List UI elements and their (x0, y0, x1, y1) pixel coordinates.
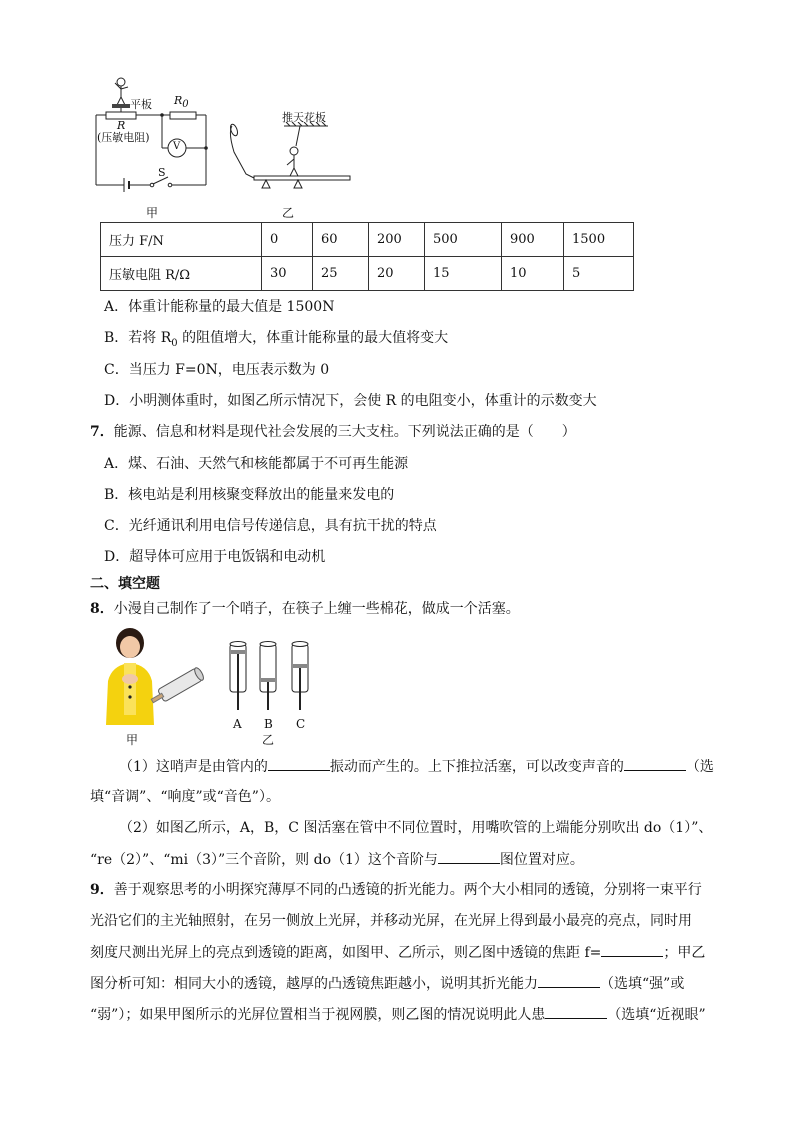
table-cell: 0 (262, 223, 313, 257)
q8-part2-line2: “re（2）”、“mi（3）”三个音阶，则 do（1）这个音阶与 图位置对应。 (90, 849, 584, 870)
q7-stem: 7．能源、信息和材料是现代社会发展的三大支柱。下列说法正确的是（ ） (90, 424, 576, 440)
q8-caption-jia: 甲 (126, 733, 139, 747)
plate-label: 平板 (130, 98, 152, 111)
table-row-header: 压敏电阻 R/Ω (101, 257, 262, 291)
q7-option-b: B．核电站是利用核聚变释放出的能量来发电的 (104, 487, 395, 503)
section-title: 二、填空题 (90, 576, 160, 592)
caption-yi: 乙 (282, 206, 295, 220)
caption-jia: 甲 (146, 206, 159, 220)
table-cell: 500 (425, 223, 502, 257)
q8-part1-line2: 填“音调”、“响度”或“音色”）。 (90, 789, 280, 805)
answer-blank[interactable] (601, 942, 663, 957)
answer-blank[interactable] (438, 849, 500, 864)
table-cell: 15 (425, 257, 502, 291)
table-cell: 1500 (564, 223, 634, 257)
q7-option-c: C．光纤通讯利用电信号传递信息，具有抗干扰的特点 (104, 518, 437, 534)
q8-label-a: A (233, 717, 242, 731)
q8-part1-line1: （1）这哨声是由管内的 振动而产生的。上下推拉活塞，可以改变声音的 （选 (119, 756, 714, 777)
table-cell: 200 (369, 223, 425, 257)
q8-label-c: C (296, 717, 306, 731)
q9-line2: 光沿它们的主光轴照射，在另一侧放上光屏，并移动光屏，在光屏上得到最小最亮的亮点，同时用 (90, 913, 692, 929)
table-cell: 900 (502, 223, 564, 257)
q8-stem: 8．小漫自己制作了一个哨子，在筷子上缠一些棉花，做成一个活塞。 (90, 601, 520, 617)
whistle-pistons-diagram (222, 640, 322, 715)
q6-option-c: C．当压力 F=0N，电压表示数为 0 (104, 362, 330, 378)
r0-label: $R_0$ (174, 94, 189, 111)
switch-label: S (158, 166, 166, 179)
r-label: R (117, 119, 126, 132)
answer-blank[interactable] (538, 973, 600, 988)
q7-option-d: D．超导体可应用于电饭锅和电动机 (104, 549, 326, 565)
q8-caption-yi: 乙 (262, 733, 275, 747)
table-cell: 5 (564, 257, 634, 291)
table-row (101, 223, 634, 257)
q6-option-d: D．小明测体重时，如图乙所示情况下，会使 R 的电阻变小，体重计的示数变大 (104, 393, 597, 409)
q9-line1: 9．善于观察思考的小明探究薄厚不同的凸透镜的折光能力。两个大小相同的透镜，分别将一束平行 (90, 882, 702, 898)
table-row-header: 压力 F/N (101, 223, 262, 257)
table-cell: 20 (369, 257, 425, 291)
q9-line3: 刻度尺测出光屏上的亮点到透镜的距离，如图甲、乙所示，则乙图中透镜的焦距 f= ；甲乙 (90, 942, 705, 963)
q8-label-b: B (264, 717, 273, 731)
pressure-resistance-table (100, 222, 634, 291)
answer-blank[interactable] (545, 1004, 607, 1019)
q7-option-a: A．煤、石油、天然气和核能都属于不可再生能源 (104, 456, 409, 472)
push-ceiling-label: 推天花板 (282, 111, 326, 124)
table-row (101, 257, 634, 291)
q6-option-b: B．若将 $R_0$ 的阻值增大，体重计能称量的最大值将变大 (104, 330, 449, 349)
scale-push-ceiling-diagram (226, 122, 356, 194)
table-cell: 25 (313, 257, 369, 291)
answer-blank[interactable] (624, 756, 686, 771)
answer-blank[interactable] (268, 756, 330, 771)
q9-line4: 图分析可知：相同大小的透镜，越厚的凸透镜焦距越小，说明其折光能力 （选填“强”或 (90, 973, 684, 994)
voltmeter-label: V (173, 141, 181, 152)
girl-whistle-illustration (100, 625, 206, 725)
r-description: (压敏电阻) (97, 131, 150, 144)
table-cell: 30 (262, 257, 313, 291)
table-cell: 10 (502, 257, 564, 291)
q6-option-a: A．体重计能称量的最大值是 1500N (104, 299, 335, 315)
table-cell: 60 (313, 223, 369, 257)
q8-part2-line1: （2）如图乙所示，A，B，C 图活塞在管中不同位置时，用嘴吹管的上端能分别吹出 do（1）”、 (119, 820, 713, 836)
q9-line5: “弱”）；如果甲图所示的光屏位置相当于视网膜，则乙图的情况说明此人患 （选填“近视眼” (90, 1004, 706, 1025)
